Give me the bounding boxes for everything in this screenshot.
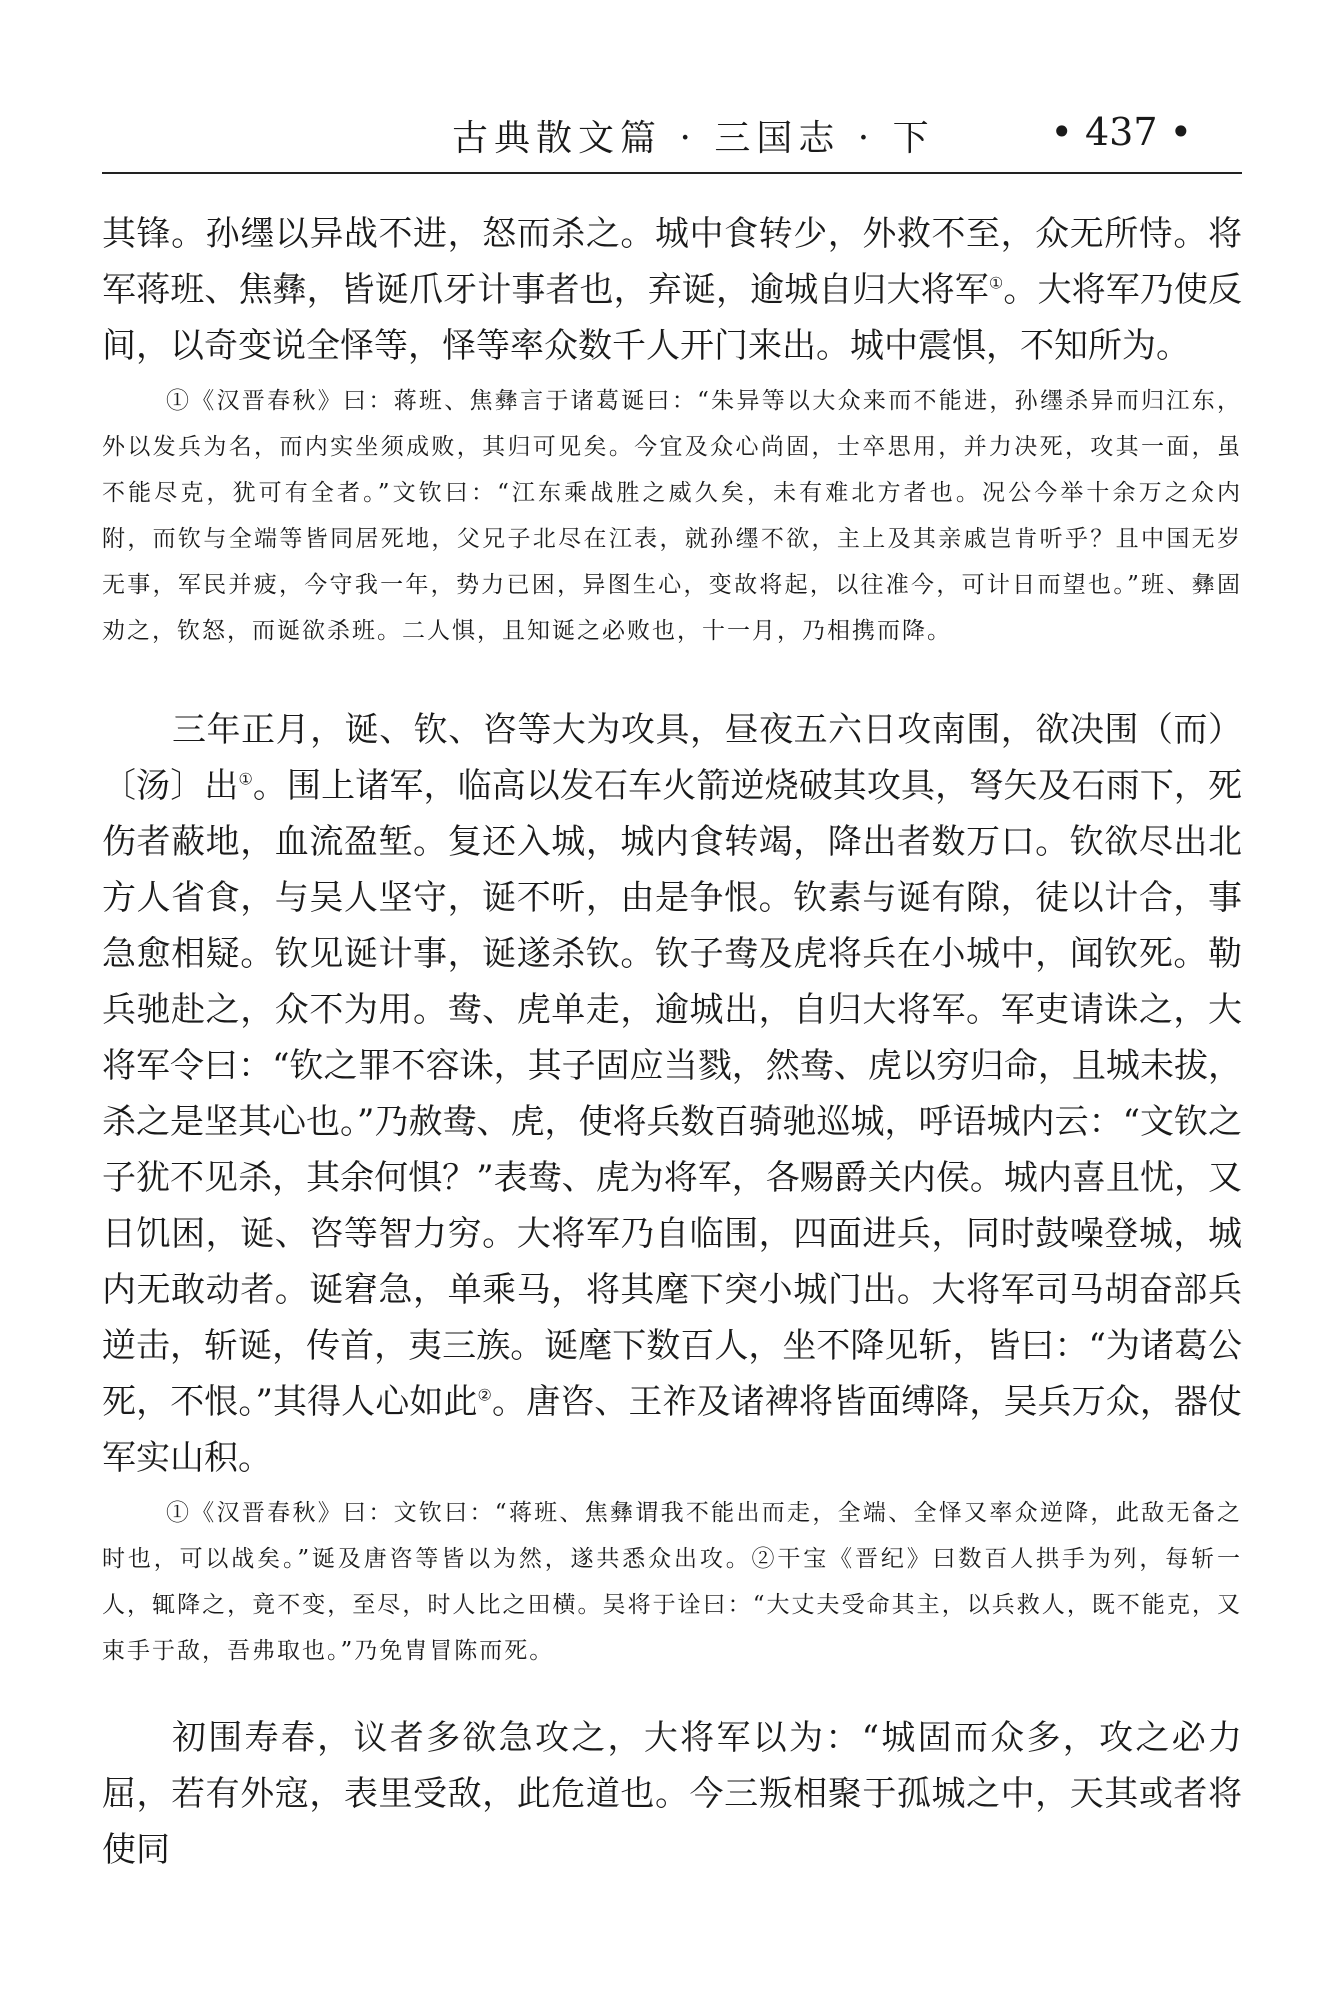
footnote-block-1: ①《汉晋春秋》曰：蒋班、焦彝言于诸葛诞曰：“朱异等以大众来而不能进，孙𬙊杀异而归江东，外以发兵为名，而内实坐须成败，其归可见矣。今宜及众心尚固，士卒思用，并力决死，攻其一面，虽不能尽克，犹可有全者。”文钦曰：“江东乘战胜之威久矣，未有难北方者也。况公今举十余万之众内附，而钦与全端等皆同居死地，父兄子北尽在江表，就孙𬙊不欲，主上及其亲戚岂肯听乎？且中国无岁无事，军民并疲，今守我一年，势力已困，异图生心，变故将起，以往准今，可计日而望也。”班、彝固劝之，钦怒，而诞欲杀班。二人惧，且知诞之必败也，十一月，乃相携而降。 xyxy=(102,388,1242,644)
footnote-block-2: ①《汉晋春秋》曰：文钦曰：“蒋班、焦彝谓我不能出而走，全端、全怿又率众逆降，此敌无备之时也，可以战矣。”诞及唐咨等皆以为然，遂共悉众出攻。②干宝《晋纪》曰数百人拱手为列，每斩一人，辄降之，竟不变，至尽，时人比之田横。吴将于诠曰：“大丈夫受命其主，以兵救人，既不能克，又束手于敌，吾弗取也。”乃免胄冒陈而死。 xyxy=(102,1500,1242,1664)
paragraph-3: 初围寿春，议者多欲急攻之，大将军以为：“城固而众多，攻之必力屈，若有外寇，表里受敌，此危道也。今三叛相聚于孤城之中，天其或者将使同 xyxy=(102,1718,1242,1870)
header-rule xyxy=(102,172,1242,174)
page-number: • 437 • xyxy=(1050,110,1192,154)
footnote-ref: ① xyxy=(238,769,253,789)
footnote-ref: ② xyxy=(477,1385,492,1405)
page-body xyxy=(102,206,1242,1878)
running-header xyxy=(102,110,1242,170)
paragraph-1: 其锋。孙𬙊以异战不进，怒而杀之。城中食转少，外救不至，众无所恃。将军蒋班、焦彝，皆诞爪牙计事者也，弃诞，逾城自归大将军①。大将军乃使反间，以奇变说全怿等，怿等率众数千人开门来出。城中震惧，不知所为。 xyxy=(102,214,1243,366)
running-title: 古典散文篇 · 三国志 · 下 xyxy=(452,118,935,159)
footnote-ref: ① xyxy=(988,273,1004,293)
paragraph-2: 三年正月，诞、钦、咨等大为攻具，昼夜五六日攻南围，欲决围（而）〔汤〕出①。围上诸军，临高以发石车火箭逆烧破其攻具，弩矢及石雨下，死伤者蔽地，血流盈堑。复还入城，城内食转竭，降出者数万口。钦欲尽出北方人省食，与吴人坚守，诞不听，由是争恨。钦素与诞有隙，徒以计合，事急愈相疑。钦见诞计事，诞遂杀钦。钦子鸯及虎将兵在小城中，闻钦死。勒兵驰赴之，众不为用。鸯、虎单走，逾城出，自归大将军。军吏请诛之，大将军令曰：“钦之罪不容诛，其子固应当戮，然鸯、虎以穷归命，且城未拔，杀之是坚其心也。”乃赦鸯、虎，使将兵数百骑驰巡城，呼语城内云：“文钦之子犹不见杀，其余何惧？”表鸯、虎为将军，各赐爵关内侯。城内喜且忧，又日饥困，诞、咨等智力穷。大将军乃自临围，四面进兵，同时鼓噪登城，城内无敢动者。诞窘急，单乘马，将其麾下突小城门出。大将军司马胡奋部兵逆击，斩诞，传首，夷三族。诞麾下数百人，坐不降见斩，皆曰：“为诸葛公死，不恨。”其得人心如此②。唐咨、王祚及诸裨将皆面缚降，吴兵万众，器仗军实山积。 xyxy=(102,710,1243,1478)
